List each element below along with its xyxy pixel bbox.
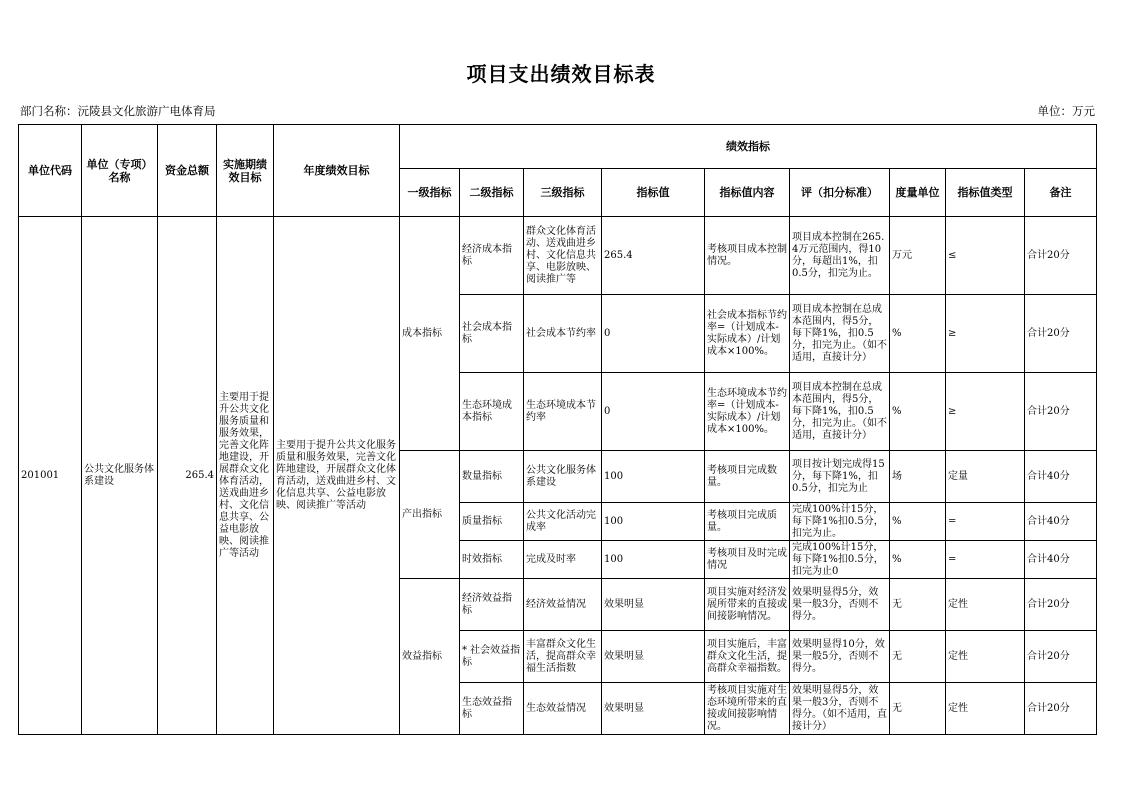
- page-title: 项目支出绩效目标表: [466, 62, 656, 86]
- header-value-type: 指标值类型: [946, 169, 1025, 217]
- header-measure-unit: 度量单位: [890, 169, 946, 217]
- level3-cell: 完成及时率: [524, 541, 602, 579]
- level3-cell: 公共文化活动完成率: [524, 503, 602, 541]
- value-type-cell: 定性: [946, 579, 1025, 631]
- remark-cell: 合计20分: [1025, 373, 1097, 451]
- remark-cell: 合计40分: [1025, 541, 1097, 579]
- remark-cell: 合计20分: [1025, 579, 1097, 631]
- level3-cell: 生态效益情况: [524, 683, 602, 735]
- level3-cell: 经济效益情况: [524, 579, 602, 631]
- annual-goal-cell: 主要用于提升公共文化服务质量和服务效果，完善文化阵地建设，开展群众文化体育活动，送戏曲进乡村、文化信息共享、公益电影放映、阅读推广等活动: [274, 217, 400, 735]
- value-type-cell: 定量: [946, 451, 1025, 503]
- measure-unit-cell: %: [890, 295, 946, 373]
- project-name-cell: 公共文化服务体系建设: [82, 217, 158, 735]
- level3-cell: 社会成本节约率: [524, 295, 602, 373]
- header-annual-goal: 年度绩效目标: [274, 125, 400, 217]
- performance-target-table: [18, 124, 1097, 735]
- value-cell: 效果明显: [602, 579, 705, 631]
- measure-unit-cell: %: [890, 503, 946, 541]
- measure-unit-cell: %: [890, 541, 946, 579]
- content-cell: 项目实施对经济发展所带来的直接或间接影响情况。: [705, 579, 790, 631]
- table-row: [19, 217, 1097, 295]
- content-cell: 考核项目及时完成情况: [705, 541, 790, 579]
- level2-cell: 经济成本指标: [460, 217, 524, 295]
- header-level3: 三级指标: [524, 169, 602, 217]
- header-level1: 一级指标: [400, 169, 460, 217]
- department-name: 部门名称：沅陵县文化旅游广电体育局: [20, 104, 216, 118]
- header-scoring: 评（扣分标准）: [790, 169, 890, 217]
- level2-cell: 社会成本指标: [460, 295, 524, 373]
- level3-cell: 公共文化服务体系建设: [524, 451, 602, 503]
- value-type-cell: =: [946, 541, 1025, 579]
- value-type-cell: ≥: [946, 373, 1025, 451]
- currency-unit: 单位：万元: [1037, 104, 1095, 118]
- value-cell: 265.4: [602, 217, 705, 295]
- remark-cell: 合计20分: [1025, 217, 1097, 295]
- scoring-cell: 项目成本控制在总成本范围内，得5分，每下降1%，扣0.5分，扣完为止。（如不适用，直接计分）: [790, 373, 890, 451]
- content-cell: 考核项目完成质量。: [705, 503, 790, 541]
- value-type-cell: 定性: [946, 631, 1025, 683]
- remark-cell: 合计40分: [1025, 451, 1097, 503]
- scoring-cell: 完成100%计15分，每下降1%扣0.5分，扣完为止0: [790, 541, 890, 579]
- level3-cell: 群众文化体育活动、送戏曲进乡村、文化信息共享、电影放映、阅读推广等: [524, 217, 602, 295]
- content-cell: 考核项目实施对生态环境所带来的直接或间接影响情况。: [705, 683, 790, 735]
- value-type-cell: ≤: [946, 217, 1025, 295]
- header-level2: 二级指标: [460, 169, 524, 217]
- measure-unit-cell: %: [890, 373, 946, 451]
- scoring-cell: 完成100%计15分，每下降1%扣0.5分，扣完为止。: [790, 503, 890, 541]
- header-period-goal: 实施期绩效目标: [217, 125, 274, 217]
- scoring-cell: 效果明显得10分，效果一般5分，否则不得分。: [790, 631, 890, 683]
- header-content: 指标值内容: [705, 169, 790, 217]
- content-cell: 社会成本指标节约率=（计划成本-实际成本）/计划成本×100%。: [705, 295, 790, 373]
- value-cell: 效果明显: [602, 631, 705, 683]
- measure-unit-cell: 无: [890, 579, 946, 631]
- scoring-cell: 项目成本控制在265.4万元范围内，得10分，每超出1%，扣0.5分，扣完为止。: [790, 217, 890, 295]
- level2-cell: 生态环境成本指标: [460, 373, 524, 451]
- header-performance-indicators: 绩效指标: [400, 125, 1097, 169]
- scoring-cell: 效果明显得5分，效果一般3分，否则不得分。: [790, 579, 890, 631]
- group-benefit-cell: 效益指标: [400, 579, 460, 735]
- value-type-cell: =: [946, 503, 1025, 541]
- value-type-cell: ≥: [946, 295, 1025, 373]
- value-cell: 0: [602, 373, 705, 451]
- header-unit-code: 单位代码: [19, 125, 82, 217]
- header-project-name: 单位（专项）名称: [82, 125, 158, 217]
- unit-code-cell: 201001: [19, 217, 82, 735]
- remark-cell: 合计20分: [1025, 295, 1097, 373]
- value-cell: 0: [602, 295, 705, 373]
- measure-unit-cell: 无: [890, 683, 946, 735]
- content-cell: 考核项目成本控制情况。: [705, 217, 790, 295]
- value-cell: 100: [602, 503, 705, 541]
- level2-cell: * 社会效益指标: [460, 631, 524, 683]
- header-total-funds: 资金总额: [158, 125, 217, 217]
- period-goal-cell: 主要用于提升公共文化服务质量和服务效果，完善文化阵地建设，开展群众文化体育活动，送戏曲进乡村、文化信息共享、公益电影放映、阅读推广等活动: [217, 217, 274, 735]
- level2-cell: 生态效益指标: [460, 683, 524, 735]
- value-cell: 100: [602, 451, 705, 503]
- scoring-cell: 效果明显得5分，效果一般3分，否则不得分。（如不适用，直接计分）: [790, 683, 890, 735]
- header-remark: 备注: [1025, 169, 1097, 217]
- level2-cell: 数量指标: [460, 451, 524, 503]
- level2-cell: 质量指标: [460, 503, 524, 541]
- remark-cell: 合计40分: [1025, 503, 1097, 541]
- content-cell: 项目实施后，丰富群众文化生活，提高群众幸福指数。: [705, 631, 790, 683]
- remark-cell: 合计20分: [1025, 683, 1097, 735]
- measure-unit-cell: 无: [890, 631, 946, 683]
- level3-cell: 丰富群众文化生活，提高群众幸福生活指数: [524, 631, 602, 683]
- level3-cell: 生态环境成本节约率: [524, 373, 602, 451]
- measure-unit-cell: 场: [890, 451, 946, 503]
- group-cost-cell: 成本指标: [400, 217, 460, 451]
- content-cell: 考核项目完成数量。: [705, 451, 790, 503]
- level2-cell: 时效指标: [460, 541, 524, 579]
- header-value: 指标值: [602, 169, 705, 217]
- remark-cell: 合计20分: [1025, 631, 1097, 683]
- content-cell: 生态环境成本节约率=（计划成本-实际成本）/计划成本×100%。: [705, 373, 790, 451]
- value-type-cell: 定性: [946, 683, 1025, 735]
- scoring-cell: 项目成本控制在总成本范围内，得5分，每下降1%，扣0.5分，扣完为止。（如不适用，直接计分）: [790, 295, 890, 373]
- measure-unit-cell: 万元: [890, 217, 946, 295]
- group-output-cell: 产出指标: [400, 451, 460, 579]
- value-cell: 效果明显: [602, 683, 705, 735]
- value-cell: 100: [602, 541, 705, 579]
- total-funds-cell: 265.4: [158, 217, 217, 735]
- level2-cell: 经济效益指标: [460, 579, 524, 631]
- scoring-cell: 项目按计划完成得15分，每下降1%，扣0.5分，扣完为止: [790, 451, 890, 503]
